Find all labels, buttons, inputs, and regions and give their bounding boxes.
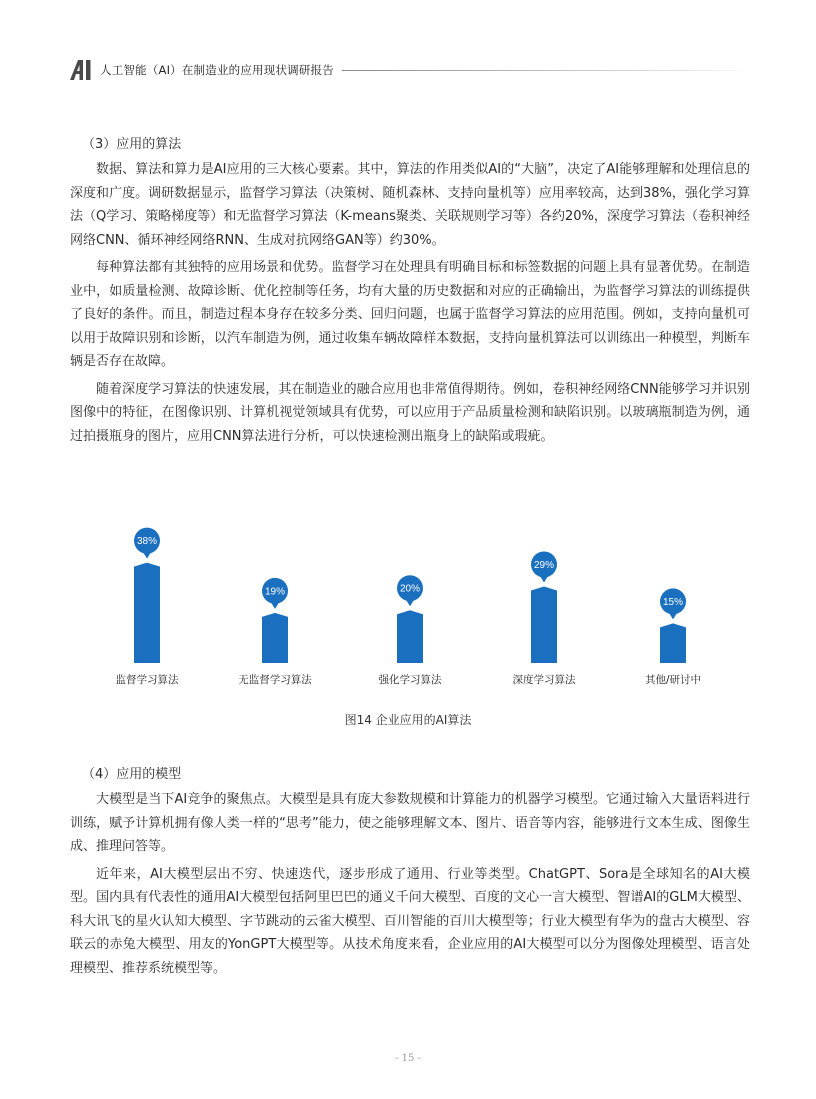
data-label: 15% — [662, 596, 684, 608]
bar — [660, 623, 686, 663]
paragraph: 随着深度学习算法的快速发展，其在制造业的融合应用也非常值得期待。例如，卷积神经网络CNN能够学习并识别图像中的特征，在图像识别、计算机视觉领域具有优势，可以应用于产品质量检测和缺陷识别。以玻璃瓶制造为例，通过拍摄瓶身的图片，应用CNN算法进行分析，可以快速检测出瓶身上的缺陷或瑕疵。 — [70, 381, 750, 444]
bar — [397, 610, 423, 663]
data-label: 19% — [264, 586, 286, 598]
paragraph: 每种算法都有其独特的应用场景和优势。监督学习在处理具有明确目标和标签数据的问题上具有显著优势。在制造业中，如质量检测、故障诊断、优化控制等任务，均有大量的历史数据和对应的正确输出，为监督学习算法的训练提供了良好的条件。而且，制造过程本身存在较多分类、回归问题，也属于监督学习算法的应用范围。例如，支持向量机可以用于故障识别和诊断，以汽车制造为例，通过收集车辆故障样本数据，支持向量机算法可以训练出一种模型，判断车辆是否存在故障。 — [70, 260, 750, 369]
bar — [262, 613, 288, 663]
data-label: 20% — [399, 583, 421, 595]
section-heading-models: （4）应用的模型 — [82, 767, 182, 782]
category-label: 强化学习算法 — [378, 674, 442, 686]
section-body-algorithms — [70, 158, 750, 448]
category-label: 其他/研讨中 — [644, 674, 702, 686]
paragraph: 近年来，AI大模型层出不穷、快速迭代，逐步形成了通用、行业等类型。ChatGPT、Sora是全球知名的AI大模型。国内具有代表性的通用AI大模型包括阿里巴巴的通义千问大模型、百度的文心一言大模型、智谱AI的GLM大模型、科大讯飞的星火认知大模型、字节跳动的云雀大模型、百川智能的百川大模型等；行业大模型有华为的盘古大模型、容联云的赤兔大模型、用友的YonGPT大模型等。从技术角度来看，企业应用的AI大模型可以分为图像处理模型、语言处理模型、推荐系统模型等。 — [70, 866, 750, 976]
section-body-models — [70, 788, 750, 980]
data-label: 29% — [533, 559, 555, 571]
paragraph: 大模型是当下AI竞争的聚焦点。大模型是具有庞大参数规模和计算能力的机器学习模型。它通过输入大量语料进行训练，赋予计算机拥有像人类一样的“思考”能力，使之能够理解文本、图片、语音等内容，能够进行文本生成、图像生成、推理问答等。 — [70, 792, 750, 854]
page-number: - 15 - — [395, 1053, 421, 1064]
category-label: 深度学习算法 — [512, 674, 576, 686]
ai-logo-icon — [70, 60, 94, 80]
chart-svg — [70, 500, 750, 705]
report-title: 人工智能（AI）在制造业的应用现状调研报告 — [100, 63, 334, 77]
section-heading-algorithms: （3）应用的算法 — [82, 137, 182, 152]
page-header — [70, 60, 750, 80]
bar — [531, 586, 557, 663]
paragraph: 数据、算法和算力是AI应用的三大核心要素。其中，算法的作用类似AI的“大脑”，决定了AI能够理解和处理信息的深度和广度。调研数据显示，监督学习算法（决策树、随机森林、支持向量机等）应用率较高，达到38%，强化学习算法（Q学习、策略梯度等）和无监督学习算法（K-means聚类、关联规则学习等）各约20%，深度学习算法（卷积神经网络CNN、循环神经网络RNN、生成对抗网络GAN等）约30%。 — [70, 162, 750, 248]
data-label: 38% — [136, 536, 158, 548]
bar — [134, 563, 160, 663]
chart-caption: 图14 企业应用的AI算法 — [344, 713, 472, 727]
header-divider — [342, 70, 750, 71]
category-label: 监督学习算法 — [115, 674, 179, 686]
algorithm-bar-chart — [70, 500, 750, 705]
category-label: 无监督学习算法 — [238, 674, 312, 686]
